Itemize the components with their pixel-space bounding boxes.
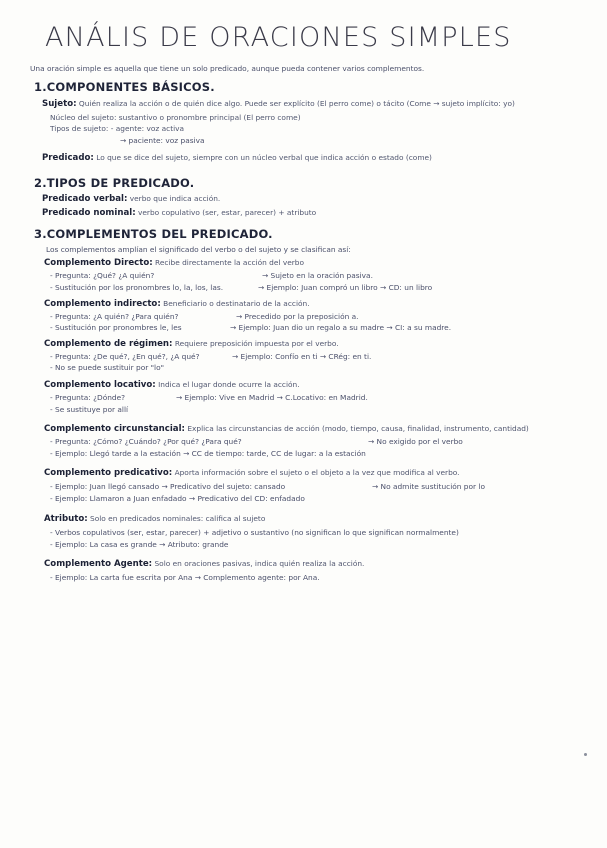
nucleo-text: sustantivo o pronombre principal (El perro come)	[118, 113, 301, 122]
pred-text: Aporta información sobre el sujeto o el objeto a la vez que modifica al verbo.	[174, 468, 460, 477]
atributo-item-a: - Verbos copulativos (ser, estar, parecer) + adjetivo o sustantivo (no significan lo que significan normalmente)	[50, 528, 459, 537]
sujeto-label: Sujeto:	[42, 99, 77, 109]
section2-heading: 2.TIPOS DE PREDICADO.	[34, 176, 195, 190]
regimen-item-a: - Pregunta: ¿De qué?, ¿En qué?, ¿A qué?	[50, 352, 200, 361]
pred-item-a: - Ejemplo: Juan llegó cansado → Predicativo del sujeto: cansado	[50, 482, 286, 491]
section3-intro: Los complementos amplían el significado del verbo o del sujeto y se clasifican así:	[46, 245, 351, 254]
section1-heading: 1.COMPONENTES BÁSICOS.	[34, 80, 215, 94]
locativo-item-a: - Pregunta: ¿Dónde?	[50, 393, 126, 402]
indirecto-item-b: → Precedido por la preposición a.	[236, 312, 359, 321]
circ-text: Explica las circunstancias de acción (modo, tiempo, causa, finalidad, instrumento, cantidad)	[187, 424, 529, 433]
nucleo-line	[50, 113, 570, 123]
atributo-text: Solo en predicados nominales: califica al sujeto	[90, 514, 266, 523]
section3-heading: 3.COMPLEMENTOS DEL PREDICADO.	[34, 227, 273, 241]
locativo-label: Complemento locativo:	[44, 380, 156, 390]
page-title: ANÁLIS DE ORACIONES SIMPLES	[45, 22, 512, 53]
intro-text: Una oración simple es aquella que tiene un solo predicado, aunque pueda contener varios complementos.	[30, 64, 425, 73]
directo-item-d: → Ejemplo: Juan compró un libro → CD: un libro	[258, 283, 433, 292]
directo-item-b: → Sujeto en la oración pasiva.	[262, 271, 373, 280]
directo-text: Recibe directamente la acción del verbo	[155, 258, 304, 267]
pred-label: Complemento predicativo:	[44, 468, 173, 478]
locativo-line	[44, 380, 584, 390]
circ-item-a: - Pregunta: ¿Cómo? ¿Cuándo? ¿Por qué? ¿Para qué?	[50, 437, 242, 446]
agente-label: Complemento Agente:	[44, 559, 153, 569]
predicado-label: Predicado:	[42, 153, 94, 163]
agente-text: Solo en oraciones pasivas, indica quién realiza la acción.	[154, 559, 365, 568]
pred-item-b: → No admite sustitución por lo	[372, 482, 485, 491]
agente-line	[44, 559, 584, 569]
directo-line	[44, 258, 584, 268]
regimen-line	[44, 339, 584, 349]
indirecto-line	[44, 299, 584, 309]
agente-item-a: - Ejemplo: La carta fue escrita por Ana → Complemento agente: por Ana.	[50, 573, 320, 582]
sujeto-text: Quién realiza la acción o de quién dice algo. Puede ser explícito (El perro come) o tácito (Come → sujeto implícito: yo)	[78, 99, 515, 108]
circ-label: Complemento circunstancial:	[44, 424, 185, 434]
circ-line	[44, 424, 604, 434]
circ-item-b: → No exigido por el verbo	[368, 437, 463, 446]
circ-item-c: - Ejemplo: Llegó tarde a la estación → CC de tiempo: tarde, CC de lugar: a la estación	[50, 449, 366, 458]
nominal-label: Predicado nominal:	[42, 208, 136, 218]
predicado-line	[42, 153, 602, 163]
sujeto-line	[42, 99, 602, 109]
indirecto-item-c: - Sustitución por pronombres le, les	[50, 323, 182, 332]
verbal-line	[42, 194, 562, 204]
nucleo-label: Núcleo del sujeto:	[50, 113, 117, 122]
verbal-label: Predicado verbal:	[42, 194, 128, 204]
indirecto-item-d: → Ejemplo: Juan dio un regalo a su madre → CI: a su madre.	[230, 323, 452, 332]
ink-speck	[584, 753, 587, 756]
nominal-text: verbo copulativo (ser, estar, parecer) + atributo	[137, 208, 317, 217]
tipos-label: Tipos de sujeto:	[50, 124, 109, 133]
locativo-item-b: → Ejemplo: Vive en Madrid → C.Locativo: en Madrid.	[176, 393, 368, 402]
verbal-text: verbo que indica acción.	[129, 194, 221, 203]
locativo-text: Indica el lugar donde ocurre la acción.	[158, 380, 300, 389]
regimen-label: Complemento de régimen:	[44, 339, 173, 349]
pred-line	[44, 468, 604, 478]
directo-item-a: - Pregunta: ¿Qué? ¿A quién?	[50, 271, 155, 280]
regimen-text: Requiere preposición impuesta por el verbo.	[174, 339, 339, 348]
indirecto-text: Beneficiario o destinatario de la acción.	[163, 299, 310, 308]
indirecto-item-a: - Pregunta: ¿A quién? ¿Para quién?	[50, 312, 179, 321]
tipos-line	[50, 124, 350, 134]
atributo-line	[44, 514, 584, 524]
atributo-item-b: - Ejemplo: La casa es grande → Atributo: grande	[50, 540, 229, 549]
indirecto-label: Complemento indirecto:	[44, 299, 161, 309]
atributo-label: Atributo:	[44, 514, 88, 524]
tipos-item-1: - agente: voz activa	[110, 124, 185, 133]
locativo-item-c: - Se sustituye por allí	[50, 405, 129, 414]
regimen-item-c: - No se puede sustituir por "lo"	[50, 363, 165, 372]
regimen-item-b: → Ejemplo: Confío en ti → CRég: en ti.	[232, 352, 372, 361]
predicado-text: Lo que se dice del sujeto, siempre con un núcleo verbal que indica acción o estado (come)	[96, 153, 432, 162]
nominal-line	[42, 208, 562, 218]
directo-item-c: - Sustitución por los pronombres lo, la, los, las.	[50, 283, 224, 292]
directo-label: Complemento Directo:	[44, 258, 153, 268]
pred-item-c: - Ejemplo: Llamaron a Juan enfadado → Predicativo del CD: enfadado	[50, 494, 305, 503]
tipos-item-2: → paciente: voz pasiva	[120, 136, 205, 145]
